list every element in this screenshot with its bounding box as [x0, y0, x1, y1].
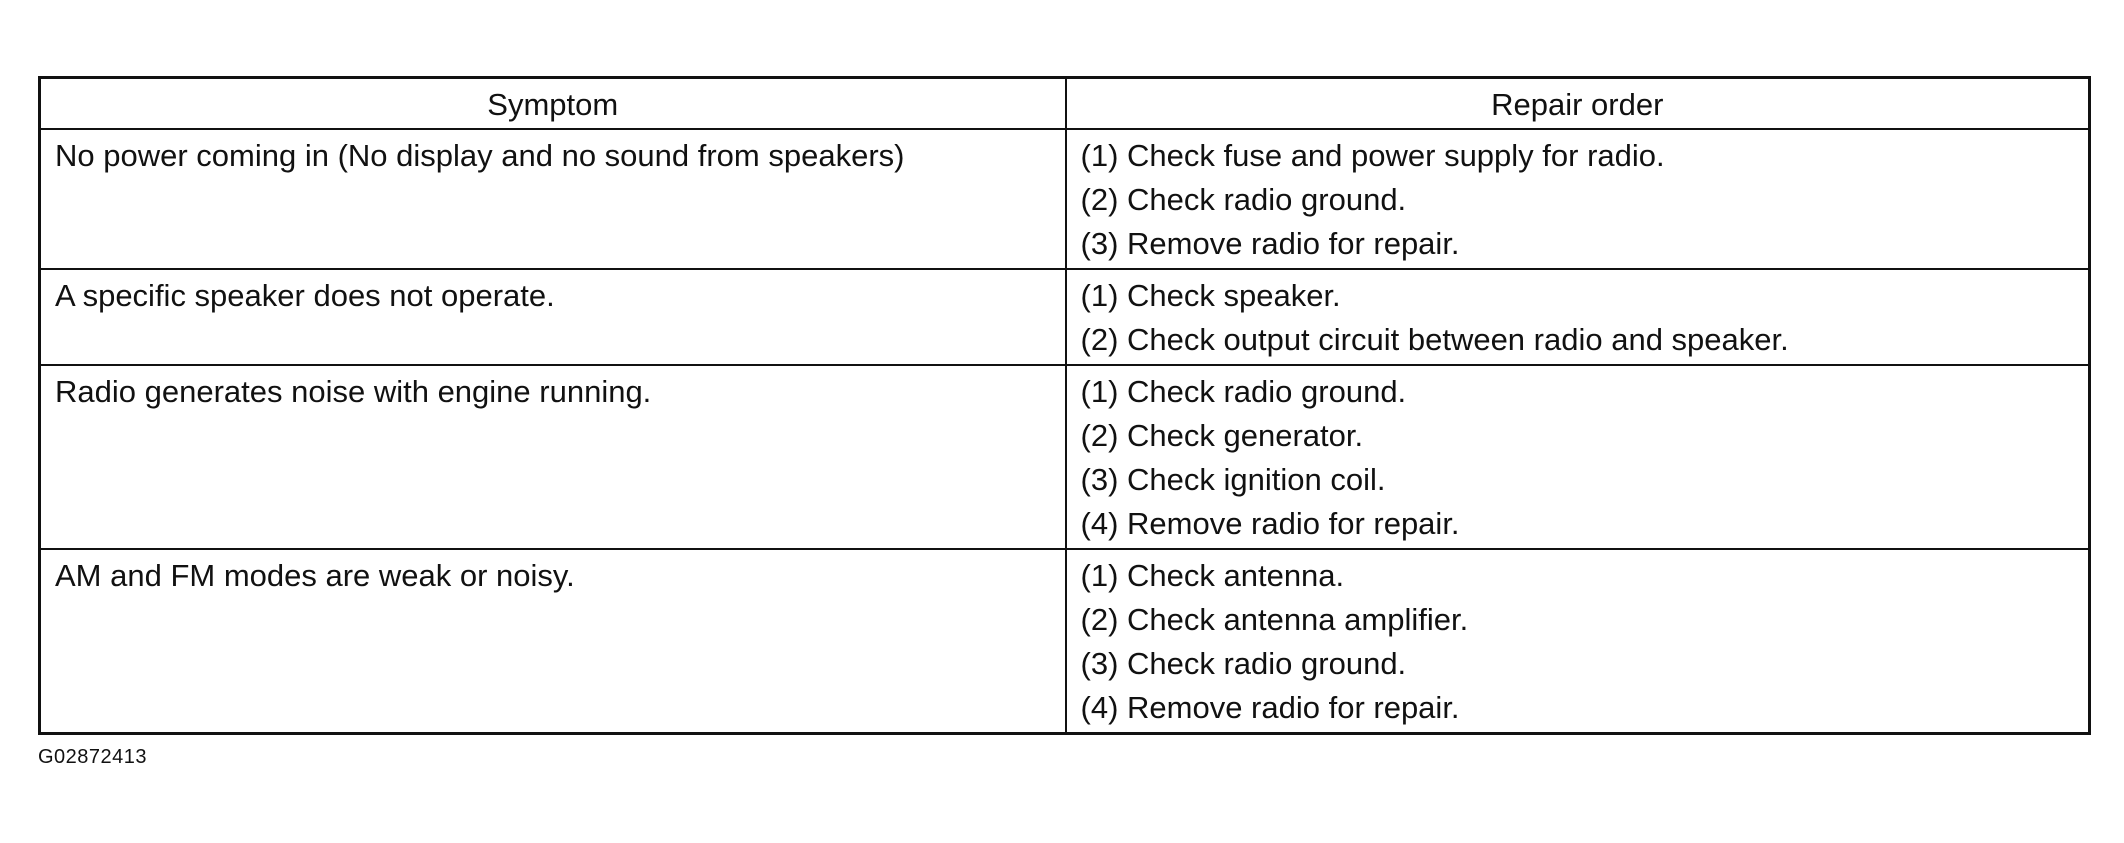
- repair-order-column-header: Repair order: [1066, 78, 2090, 130]
- repair-step: (2) Check output circuit between radio and speaker.: [1080, 322, 1789, 357]
- repair-step: (1) Check fuse and power supply for radio.: [1080, 138, 1665, 173]
- repair-step: (2) Check generator.: [1080, 418, 1364, 453]
- repair-step: (3) Remove radio for repair.: [1080, 226, 1460, 261]
- repair-step: (3) Check ignition coil.: [1080, 462, 1386, 497]
- table-row: [40, 269, 2090, 365]
- repair-step: (3) Check radio ground.: [1080, 646, 1407, 681]
- repair-step: (4) Remove radio for repair.: [1080, 506, 1460, 541]
- repair-step: (2) Check antenna amplifier.: [1080, 602, 1469, 637]
- repair-order-cell: [1066, 365, 2090, 549]
- symptom-cell: Radio generates noise with engine running.: [40, 365, 1066, 549]
- repair-order-cell: [1066, 269, 2090, 365]
- symptom-cell: A specific speaker does not operate.: [40, 269, 1066, 365]
- symptom-cell: AM and FM modes are weak or noisy.: [40, 549, 1066, 734]
- repair-step: (4) Remove radio for repair.: [1080, 690, 1460, 725]
- table-header-row: [40, 78, 2090, 130]
- symptom-cell: No power coming in (No display and no sound from speakers): [40, 129, 1066, 269]
- repair-table: [38, 76, 2091, 735]
- repair-order-cell: [1066, 549, 2090, 734]
- figure-code: G02872413: [38, 746, 148, 768]
- repair-step: (1) Check antenna.: [1080, 558, 1345, 593]
- symptom-column-header: Symptom: [40, 78, 1066, 130]
- repair-order-cell: [1066, 129, 2090, 269]
- repair-step: (1) Check radio ground.: [1080, 374, 1407, 409]
- repair-step: (2) Check radio ground.: [1080, 182, 1407, 217]
- repair-step: (1) Check speaker.: [1080, 278, 1341, 313]
- table-row: [40, 365, 2090, 549]
- table-row: [40, 129, 2090, 269]
- repair-table-container: [38, 76, 2088, 735]
- table-row: [40, 549, 2090, 734]
